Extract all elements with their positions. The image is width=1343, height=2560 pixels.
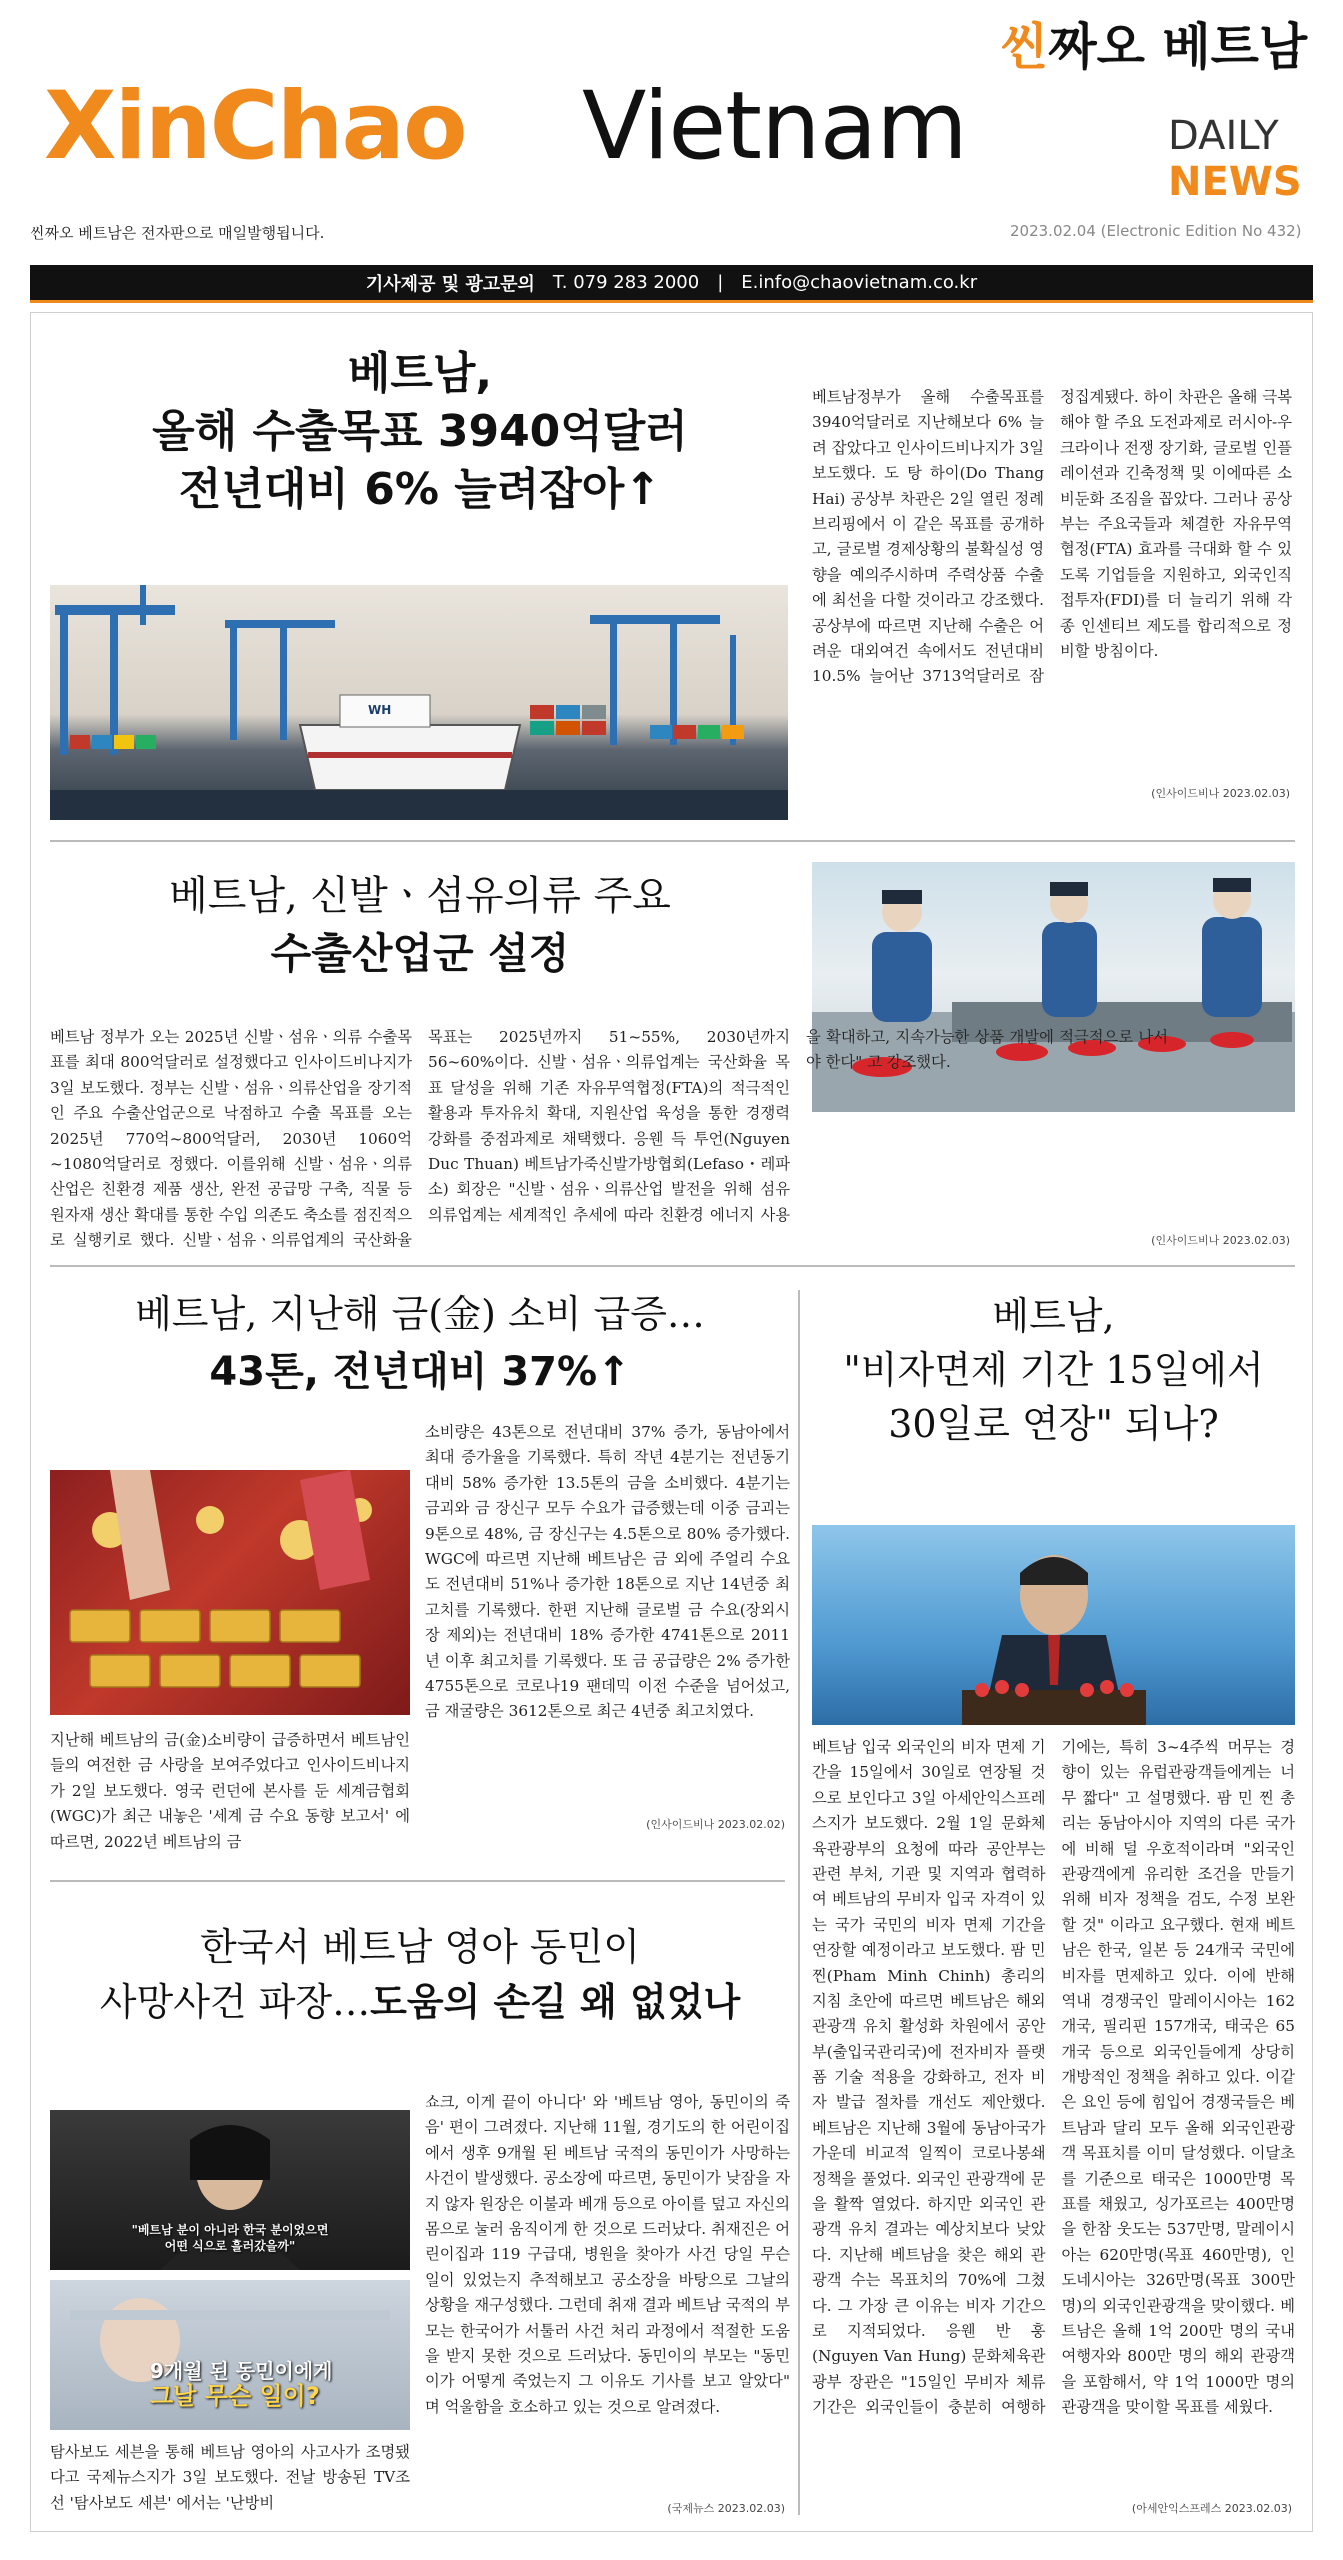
article2-source: (인사이드비나 2023.02.03) — [1151, 1234, 1290, 1247]
daily-label: DAILY — [1168, 113, 1279, 159]
article3-body: 소비량은 43톤으로 전년대비 37% 증가, 동남아에서 최대 증가율을 기록했다. 특히 작년 4분기는 전년동기대비 58% 증가한 13.5톤의 금을 소비했다. 4분기는 금괴와 금 장신구 모두 수요가 급증했는데 이중 금괴는 9톤으로 48%, 금 장신구는 4.5톤으로 80% 증가했다. WGC에 따르면 지난해 베트남은 금 외에 주얼리 수요도 전년대비 51%나 증가한 18톤으로 지난 14년중 최고치를 기록했다. 한편 지난해 글로벌 금 수요(장외시장 제외)는 전년대비 18% 증가한 4741톤으로 2011년 이후 최고치를 기록했다. 또 금 공급량은 2% 증가한 4755톤으로 코로나19 팬데믹 이전 수준을 넘어섰고, 금 재굴량은 3612톤으로 최근 4년중 최고치였다. — [425, 1423, 790, 1721]
divider-3 — [50, 1880, 785, 1882]
article5-photo-pm — [812, 1525, 1295, 1725]
contact-label: 기사제공 및 광고문의 — [365, 273, 535, 295]
article1-source: (인사이드비나 2023.02.03) — [1151, 787, 1290, 800]
article3-source: (인사이드비나 2023.02.02) — [646, 1818, 785, 1831]
article4-headline-line2-plain: 사망사건 파장… — [99, 1980, 371, 2025]
brand-vietnam: Vietnam — [582, 72, 967, 181]
divider-2 — [50, 1265, 1295, 1267]
brand-korean-prefix: 씬 — [1000, 18, 1049, 76]
article4-video-still-2 — [50, 2280, 410, 2430]
article3-headline[interactable] — [50, 1290, 790, 1397]
contact-email[interactable]: E.info@chaovietnam.co.kr — [741, 272, 978, 293]
brand-korean-logo — [1000, 18, 1308, 76]
article4-body: 쇼크, 이게 끝이 아니다' 와 '베트남 영아, 동민이의 죽음' 편이 그려졌다. 지난해 11월, 경기도의 한 어린이집에서 생후 9개월 된 베트남 국적의 동민이가 사망하는 사건이 발생했다. 공소장에 따르면, 동민이가 낮잠을 자지 않자 원장은 이불과 베개 등으로 아이를 덮고 자신의 몸으로 눌러 움직이게 한 것으로 드러났다. 취재진은 어린이집과 119 구급대, 병원을 찾아가 사건 당일 무슨 일이 있었는지 추적해보고 공소장을 바탕으로 그날의 상황을 재구성했다. 그런데 취재 결과 베트남 국적의 부모는 한국어가 서툴러 사건 처리 과정에서 적절한 도움을 받지 못한 것으로 드러났다. 동민이의 부모는 "동민이가 어떻게 죽었는지 그 이유도 기사를 보고 알았다" 며 억울함을 호소하고 있는 것으로 알려졌다. — [425, 2093, 790, 2416]
article1-photo-port — [50, 585, 788, 820]
article4-headline-line1: 한국서 베트남 영아 동민이 — [199, 1925, 641, 1969]
article2-body: 베트남 정부가 오는 2025년 신발ㆍ섬유ㆍ의류 수출목표를 최대 800억달러로 설정했다고 인사이드비나지가 3일 보도했다. 정부는 신발ㆍ섬유ㆍ의류산업을 장기적인 주요 수출산업군으로 낙점하고 수출 목표를 오는 2025년 770억~800억달러, 2030년 1060억~1080억달러로 정했다. 이를위해 신발ㆍ섬유ㆍ의류산업은 친환경 제품 생산, 완전 공급망 구축, 직물 등 원자재 생산 확대를 통한 수입 의존도 축소를 점진적으로 실행키로 했다. 신발ㆍ섬유ㆍ의류업계의 국산화율 목표는 2025년까지 51~55%, 2030년까지 56~60%이다. 신발ㆍ섬유ㆍ의류업계는 국산화율 목표 달성을 위해 기존 자유무역협정(FTA)의 적극적인 활용과 투자유치 확대, 지원산업 육성을 통한 경쟁력 강화를 중점과제로 채택했다. 응웬 득 투언(Nguyen Duc Thuan) 베트남가죽신발가방협회(Lefaso・레파소) 회장은 "신발ㆍ섬유ㆍ의류산업 발전을 위해 섬유의류업계는 세계적인 추세에 따라 친환경 에너지 사용을 확대하고, 지속가능한 상품 개발에 적극적으로 나서야 한다" 고 강조했다. — [50, 1028, 1168, 1250]
article5-source: (아세안익스프레스 2023.02.03) — [1131, 2502, 1292, 2515]
article2-body-main — [50, 1025, 1168, 1255]
article4-source: (국제뉴스 2023.02.03) — [667, 2502, 785, 2515]
brand-xinchao: XinChao — [44, 72, 466, 181]
article5-headline-line3: 30일로 연장" 되나? — [888, 1401, 1219, 1446]
news-label: NEWS — [1168, 159, 1302, 205]
article1-ship-label: WH — [368, 703, 392, 717]
article4-video-still-1 — [50, 2110, 410, 2270]
article3-headline-line1: 베트남, 지난해 금(金) 소비 급증… — [135, 1292, 705, 1336]
brand-korean-rest: 짜오 베트남 — [1048, 18, 1308, 76]
article5-headline[interactable] — [812, 1290, 1295, 1452]
edition-info: 2023.02.04 (Electronic Edition No 432) — [1010, 222, 1302, 240]
video-caption1-line1: "베트남 분이 아니라 한국 분이었으면 — [131, 2223, 329, 2237]
video-caption2-line2: 그날 무슨 일이? — [150, 2382, 320, 2410]
article4-headline-line2-bold: 도움의 손길 왜 없었나 — [370, 1980, 741, 2025]
contact-phone: T. 079 283 2000 — [552, 272, 700, 293]
article3-photo-gold — [50, 1470, 410, 1715]
article5-headline-line2: "비자면제 기간 15일에서 — [843, 1347, 1264, 1392]
article4-headline[interactable] — [50, 1920, 790, 2030]
article3-caption-body: 지난해 베트남의 금(金)소비량이 급증하면서 베트남인들의 여전한 금 사랑을 보여주었다고 인사이드비나지가 2일 보도했다. 영국 런던에 본사를 둔 세계금협회(WGC)가 최근 내놓은 '세계 금 수요 동향 보고서' 에 따르면, 2022년 베트남의 금 — [50, 1731, 410, 1851]
contact-bar — [30, 265, 1313, 303]
article1-headline-line3: 전년대비 6% 늘려잡아↑ — [178, 464, 662, 516]
article2-headline-line1: 베트남, 신발ㆍ섬유의류 주요 — [169, 873, 671, 919]
article5-headline-line1: 베트남, — [992, 1294, 1115, 1338]
article4-caption-body: 탐사보도 세븐을 통해 베트남 영아의 사고사가 조명됐다고 국제뉴스지가 3일 보도했다. 전날 방송된 TV조선 '탐사보도 세븐' 에서는 '난방비 — [50, 2443, 410, 2512]
column-divider — [798, 1290, 800, 2515]
article1-headline-line2: 올해 수출목표 3940억달러 — [152, 406, 688, 458]
article2-headline-line2: 수출산업군 설정 — [270, 929, 570, 978]
contact-separator: | — [717, 272, 724, 293]
article1-headline-line1: 베트남, — [347, 348, 493, 399]
video-caption1-line2: 어떤 식으로 흘러갔을까" — [164, 2239, 296, 2254]
article1-body: 베트남정부가 올해 수출목표를 3940억달러로 지난해보다 6% 늘려 잡았다고 인사이드비나지가 3일 보도했다. 도 탕 하이(Do Thang Hai) 공상부 차관은 2일 열린 정례브리핑에서 이 같은 목표를 공개하고, 글로벌 경제상황의 불확실성 영향을 예의주시하며 주력상품 수출에 최선을 다할 것이라고 강조했다. 공상부에 따르면 지난해 수출은 어려운 대외여건 속에서도 전년대비 10.5% 늘어난 3713억달러로 잠정집계됐다. 하이 차관은 올해 극복해야 할 주요 도전과제로 러시아-우크라이나 전쟁 장기화, 글로벌 인플레이션과 긴축정책 및 이에따른 소비둔화 조짐을 꼽았다. 그러나 공상부는 주요국들과 체결한 자유무역협정(FTA) 효과를 극대화 할 수 있도록 기업들을 지원하고, 외국인직접투자(FDI)를 더 늘리기 위해 각종 인센티브 제도를 합리적으로 정비할 방침이다. — [812, 388, 1292, 686]
article5-body: 베트남 입국 외국인의 비자 면제 기간을 15일에서 30일로 연장될 것으로 보인다고 3일 아세안익스프레스지가 보도했다. 2월 1일 문화체육관광부의 요청에 따라 공안부는 관련 부처, 기관 및 지역과 협력하여 베트남의 무비자 입국 자격이 있는 국가 국민의 비자 면제 기간을 연장할 예정이라고 보도했다. 팜 민 찐(Pham Minh Chinh) 총리의 지침 초안에 따르면 베트남은 해외 관광객 유치 활성화 차원에서 공안부(출입국관리국)에 전자비자 플랫폼 기술 적용을 강화하고, 전자 비자 발급 절차를 개선도 제안했다. 베트남은 지난해 3월에 동남아국가 가운데 비교적 일찍이 코로나봉쇄 정책을 풀었다. 외국인 관광객에 문을 활짝 열었다. 하지만 외국인 관광객 유치 결과는 예상치보다 낮았다. 지난해 베트남을 찾은 해외 관광객 수는 목표치의 70%에 그쳤다. 그 가장 큰 이유는 비자 기간으로 지적되었다. 응웬 반 훙(Nguyen Van Hung) 문화체육관광부 장관은 "15일인 무비자 체류기간은 외국인들이 충분히 여행하기에는, 특히 3~4주씩 머무는 경향이 있는 유럽관광객들에게는 너무 짧다" 고 설명했다. 팜 민 찐 총리는 동남아시아 지역의 다른 국가에 비해 덜 우호적이라며 "외국인 관광객에게 유리한 조건을 만들기위해 비자 정책을 검도, 수정 보완할 것" 이라고 요구했다. 현재 베트남은 한국, 일본 등 24개국 국민에 비자를 면제하고 있다. 이에 반해 역내 경쟁국인 말레이시아는 162개국, 필리핀 157개국, 태국은 65개국 등으로 외국인들에게 상당히 개방적인 정책을 취하고 있다. 이같은 요인 등에 힘입어 경쟁국들은 베트남과 달리 모두 올해 외국인관광객 목표치를 이미 달성했다. 이달초를 기준으로 태국은 1000만명 목표를 채웠고, 싱가포르는 400만명을 한참 웃도는 537만명, 말레이시아는 620만명(목표 460만명), 인도네시아는 326만명(목표 300만명)의 외국인관광객을 맞이했다. 베트남은 올해 1억 200만 명의 국내 여행자와 800만 명의 해외 관광객을 포함해서, 약 1억 1000만 명의 관광객을 맞이할 목표를 세웠다. — [812, 1738, 1295, 2417]
publication-subline: 씬짜오 베트남은 전자판으로 매일발행됩니다. — [30, 224, 325, 242]
video-caption2-line1: 9개월 된 동민이에게 — [150, 2359, 333, 2383]
divider-1 — [50, 840, 1295, 842]
article1-headline[interactable] — [50, 345, 790, 519]
article2-headline[interactable] — [50, 870, 790, 981]
article3-headline-line2: 43톤, 전년대비 37%↑ — [209, 1349, 631, 1396]
